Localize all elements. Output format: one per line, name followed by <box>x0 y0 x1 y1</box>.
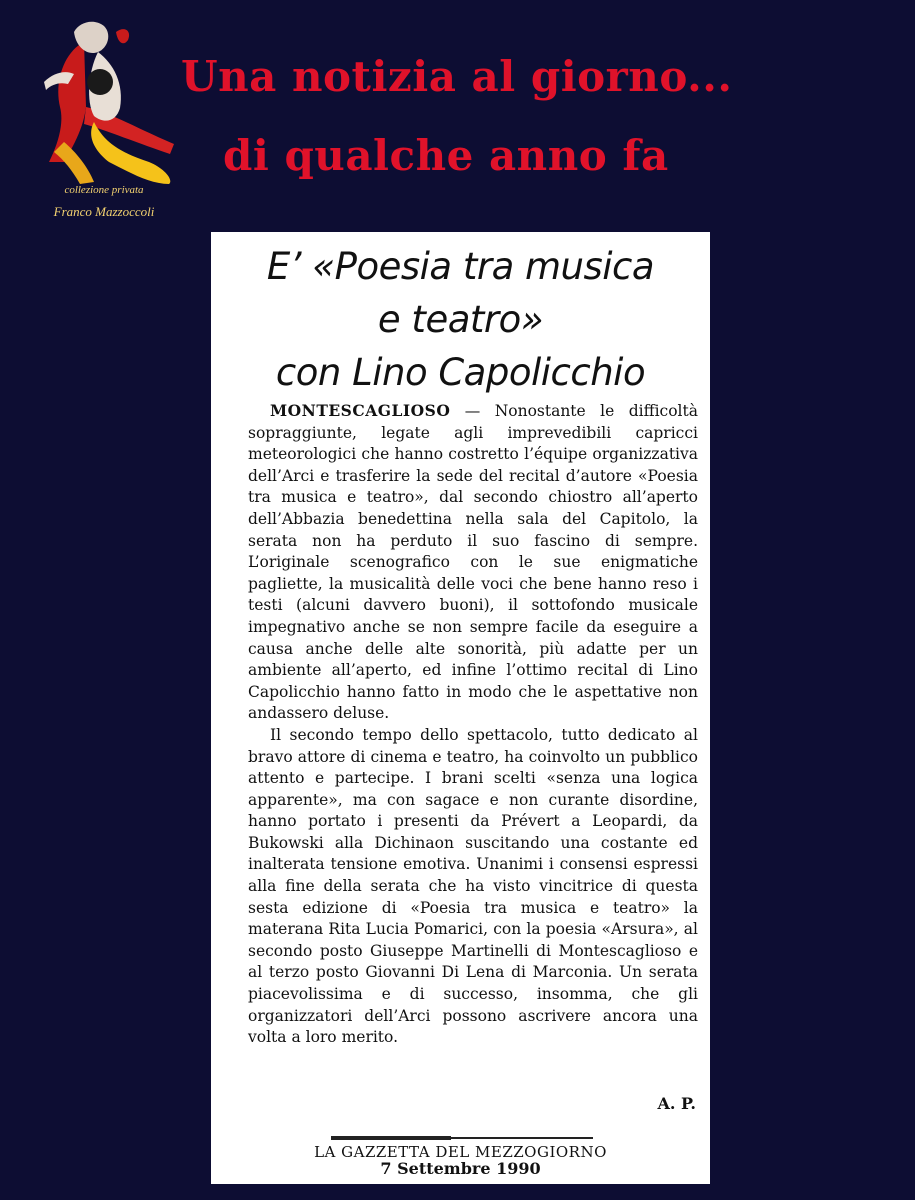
article-title-line-2: e teatro» <box>377 298 544 341</box>
article-dateline: MONTESCAGLIOSO <box>270 401 451 420</box>
publication-date: 7 Settembre 1990 <box>380 1159 541 1178</box>
article-title <box>211 240 710 399</box>
article-paragraph-2: Il secondo tempo dello spettacolo, tutto dedicato al bravo attore di cinema e teatro, ha coinvolto un pubblico attento e partecipe. I brani scelti «senza una logica apparente», ma con sagace e non curante disordine, hanno portato i presenti da Prévert a Leopardi, da Bukowski alla Dichinaon suscitando una costante ed inalterata tensione emotiva. Unanimi i consensi espressi alla fine della serata che ha visto vincitrice di questa sesta edizione di «Poesia tra musica e teatro» la materana Rita Lucia Pomarici, con la poesia «Arsura», al secondo posto Giuseppe Martinelli di Montescaglioso e al terzo posto Giovanni Di Lena di Marconia. Un serata piacevolissima e di successo, insomma, che gli organizzatori dell’Arci possono ascrivere ancora una volta a loro merito. <box>248 725 698 1047</box>
article-paragraph-1 <box>248 400 698 725</box>
article-body <box>248 400 698 1049</box>
article-title-line-1: E’ «Poesia tra musica <box>266 245 655 288</box>
article-title-line-3: con Lino Capolicchio <box>275 351 646 394</box>
article-signature: A. P. <box>657 1094 696 1113</box>
newspaper-clipping <box>211 232 710 1184</box>
collection-logo <box>14 12 194 227</box>
headline-line-2: di qualche anno fa <box>223 131 669 180</box>
logo-caption-owner: Franco Mazzoccoli <box>53 204 155 219</box>
newspaper-name: LA GAZZETTA DEL MEZZOGIORNO <box>314 1143 607 1161</box>
dancer-illustration-icon <box>24 12 194 187</box>
decorative-divider <box>331 1133 593 1143</box>
logo-caption-collection: collezione privata <box>64 184 144 196</box>
article-paragraph-1-text: — Nonostante le difficoltà sopraggiunte, legate agli imprevedibili capricci meteorologici che hanno costretto l’équipe organizzativa dell’Arci e trasferire la sede del recital d’autore «Poesia tra musica e teatro», dal secondo chiostro all’aperto dell’Abbazia benedettina nella sala del Capitolo, la serata non ha perduto il suo fascino di sempre. L’originale scenografico con le sue enigmatiche pagliette, la musicalità delle voci che bene hanno reso i testi (alcuni davvero buoni), il sottofondo musicale impegnativo anche se non sempre facile da eseguire a causa anche delle alte sonorità, più adatte per un ambiente all’aperto, ed infine l’ottimo recital di Lino Capolicchio hanno fatto in modo che le aspettative non andassero deluse. <box>248 402 698 723</box>
headline-line-1: Una notizia al giorno... <box>181 52 733 101</box>
